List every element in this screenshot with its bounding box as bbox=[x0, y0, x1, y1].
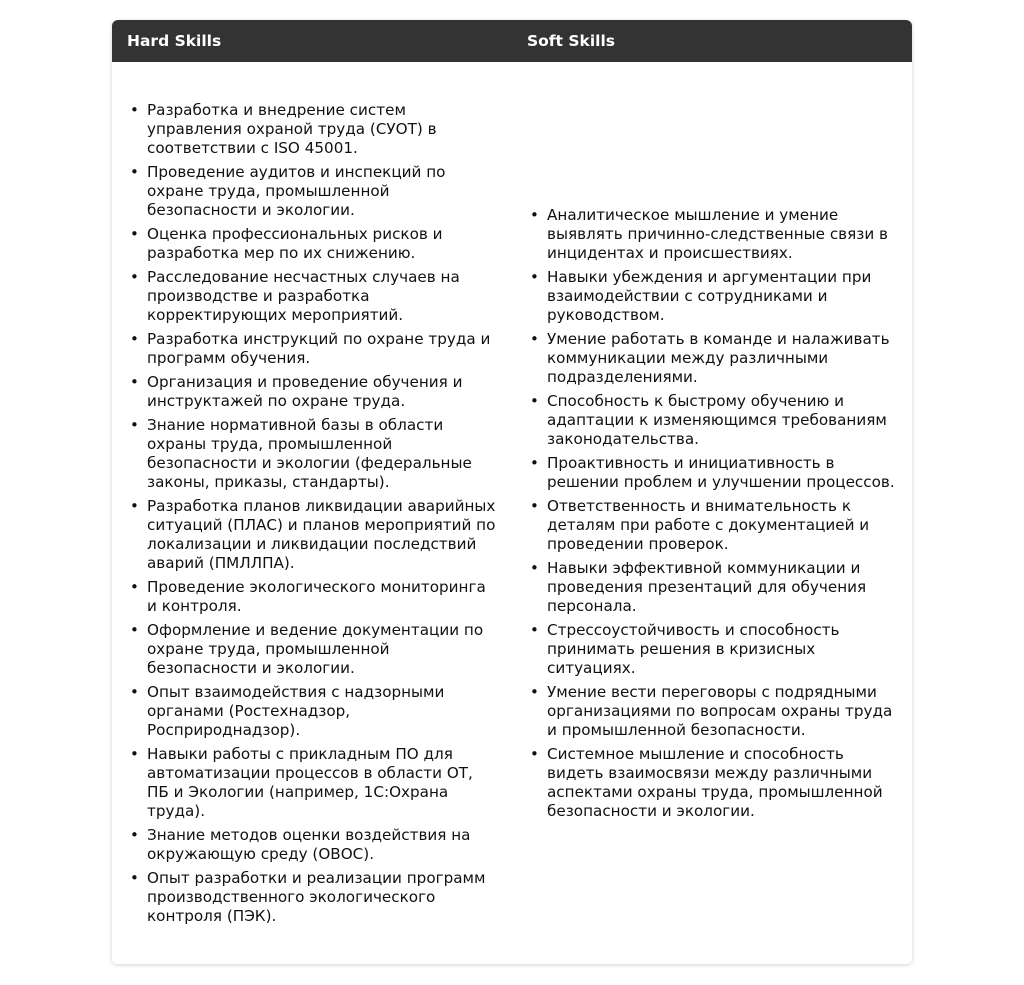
list-item bbox=[530, 391, 898, 449]
list-item-text: Системное мышление и способность видеть взаимосвязи между различными аспектами охраны труда, промышленной безопасности и экологии. bbox=[547, 744, 883, 820]
list-item-text: Опыт взаимодействия с надзорными органами (Ростехнадзор, Росприроднадзор). bbox=[147, 682, 445, 739]
soft-skills-cell bbox=[512, 62, 912, 964]
list-item bbox=[530, 558, 898, 616]
bullet-icon: • bbox=[130, 267, 139, 286]
list-item-text: Навыки эффективной коммуникации и проведения презентаций для обучения персонала. bbox=[547, 558, 867, 615]
table-body bbox=[112, 62, 912, 964]
bullet-icon: • bbox=[130, 162, 139, 181]
bullet-icon: • bbox=[530, 205, 539, 224]
list-item-text: Проактивность и инициативность в решении проблем и улучшении процессов. bbox=[547, 453, 895, 491]
list-item bbox=[130, 372, 498, 411]
list-item-text: Разработка инструкций по охране труда и программ обучения. bbox=[147, 329, 491, 367]
list-item-text: Оформление и ведение документации по охране труда, промышленной безопасности и экологии. bbox=[147, 620, 484, 677]
list-item-text: Проведение аудитов и инспекций по охране труда, промышленной безопасности и экологии. bbox=[147, 162, 446, 219]
hard-skills-list bbox=[130, 100, 498, 926]
table-header bbox=[112, 20, 912, 62]
list-item bbox=[130, 744, 498, 821]
list-item bbox=[130, 825, 498, 864]
list-item-text: Навыки убеждения и аргументации при взаимодействии с сотрудниками и руководством. bbox=[547, 267, 872, 324]
list-item-text: Умение работать в команде и налаживать коммуникации между различными подразделениями. bbox=[547, 329, 890, 386]
bullet-icon: • bbox=[530, 453, 539, 472]
list-item bbox=[530, 744, 898, 821]
list-item-text: Организация и проведение обучения и инструктажей по охране труда. bbox=[147, 372, 463, 410]
list-item-text: Опыт разработки и реализации программ производственного экологического контроля (ПЭК). bbox=[147, 868, 486, 925]
bullet-icon: • bbox=[530, 329, 539, 348]
list-item bbox=[130, 682, 498, 740]
bullet-icon: • bbox=[130, 415, 139, 434]
list-item bbox=[530, 267, 898, 325]
list-item-text: Разработка планов ликвидации аварийных ситуаций (ПЛАС) и планов мероприятий по локализации и ликвидации последствий аварий (ПМЛЛПА). bbox=[147, 496, 496, 572]
list-item-text: Ответственность и внимательность к деталям при работе с документацией и проведении проверок. bbox=[547, 496, 870, 553]
list-item-text: Умение вести переговоры с подрядными организациями по вопросам охраны труда и промышленной безопасности. bbox=[547, 682, 893, 739]
skills-table bbox=[112, 20, 912, 964]
list-item bbox=[530, 453, 898, 492]
list-item-text: Навыки работы с прикладным ПО для автоматизации процессов в области ОТ, ПБ и Экологии (например, 1С:Охрана труда). bbox=[147, 744, 473, 820]
list-item bbox=[130, 100, 498, 158]
bullet-icon: • bbox=[130, 682, 139, 701]
list-item bbox=[530, 496, 898, 554]
bullet-icon: • bbox=[530, 744, 539, 763]
list-item bbox=[130, 162, 498, 220]
bullet-icon: • bbox=[530, 267, 539, 286]
list-item bbox=[530, 682, 898, 740]
list-item-text: Расследование несчастных случаев на производстве и разработка корректирующих мероприятий. bbox=[147, 267, 460, 324]
bullet-icon: • bbox=[130, 372, 139, 391]
bullet-icon: • bbox=[130, 868, 139, 887]
bullet-icon: • bbox=[130, 620, 139, 639]
list-item-text: Способность к быстрому обучению и адаптации к изменяющимся требованиям законодательства. bbox=[547, 391, 887, 448]
bullet-icon: • bbox=[530, 620, 539, 639]
hard-skills-cell bbox=[112, 62, 512, 964]
list-item bbox=[130, 415, 498, 492]
bullet-icon: • bbox=[530, 682, 539, 701]
bullet-icon: • bbox=[130, 744, 139, 763]
list-item bbox=[530, 620, 898, 678]
bullet-icon: • bbox=[130, 496, 139, 515]
list-item bbox=[130, 620, 498, 678]
list-item bbox=[530, 205, 898, 263]
list-item bbox=[130, 496, 498, 573]
bullet-icon: • bbox=[130, 100, 139, 119]
list-item-text: Стрессоустойчивость и способность принимать решения в кризисных ситуациях. bbox=[547, 620, 840, 677]
list-item-text: Аналитическое мышление и умение выявлять причинно-следственные связи в инцидентах и происшествиях. bbox=[547, 205, 888, 262]
bullet-icon: • bbox=[130, 224, 139, 243]
bullet-icon: • bbox=[530, 496, 539, 515]
bullet-icon: • bbox=[130, 577, 139, 596]
bullet-icon: • bbox=[130, 825, 139, 844]
list-item bbox=[130, 868, 498, 926]
list-item bbox=[130, 577, 498, 616]
header-hard-skills: Hard Skills bbox=[127, 32, 222, 50]
bullet-icon: • bbox=[530, 558, 539, 577]
list-item bbox=[130, 267, 498, 325]
list-item-text: Оценка профессиональных рисков и разработка мер по их снижению. bbox=[147, 224, 443, 262]
list-item-text: Знание нормативной базы в области охраны труда, промышленной безопасности и экологии (федеральные законы, приказы, стандарты). bbox=[147, 415, 472, 491]
list-item-text: Разработка и внедрение систем управления охраной труда (СУОТ) в соответствии с ISO 45001. bbox=[147, 100, 437, 157]
list-item bbox=[130, 224, 498, 263]
list-item-text: Проведение экологического мониторинга и контроля. bbox=[147, 577, 486, 615]
header-soft-skills: Soft Skills bbox=[527, 32, 615, 50]
bullet-icon: • bbox=[530, 391, 539, 410]
soft-skills-list bbox=[530, 205, 898, 821]
list-item-text: Знание методов оценки воздействия на окружающую среду (ОВОС). bbox=[147, 825, 471, 863]
list-item bbox=[130, 329, 498, 368]
bullet-icon: • bbox=[130, 329, 139, 348]
list-item bbox=[530, 329, 898, 387]
